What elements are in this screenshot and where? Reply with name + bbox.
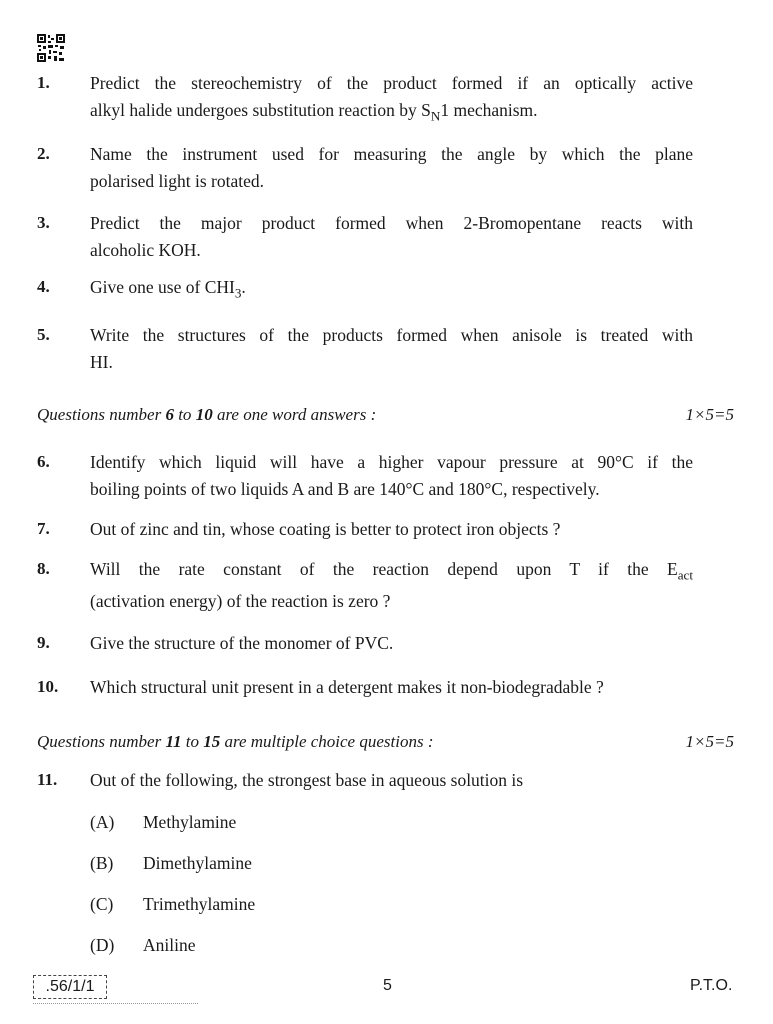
text-run: 11 [165, 732, 182, 751]
question-text [90, 70, 693, 124]
text-run: to [173, 405, 196, 424]
question-number: 1. [37, 73, 50, 92]
question-text [90, 274, 693, 301]
subscript: act [677, 567, 693, 583]
question-text [90, 141, 693, 195]
question-number: 7. [37, 519, 50, 538]
text-run: are multiple choice questions : [220, 732, 434, 751]
option-label: (C) [90, 894, 114, 914]
question-line: alcoholic KOH. [90, 240, 201, 260]
text-run: Will the rate constant of the reaction depend upon T if the E [90, 559, 678, 579]
option-text: Methylamine [143, 812, 237, 832]
please-turn-over: P.T.O. [690, 977, 733, 994]
question-line [90, 553, 693, 585]
question-line: Predict the stereochemistry of the product formed if an optically active [90, 73, 693, 93]
question-line: (activation energy) of the reaction is zero ? [90, 591, 391, 611]
question-number: 4. [37, 277, 50, 296]
question-line: polarised light is rotated. [90, 171, 264, 191]
option-label: (A) [90, 812, 115, 832]
subscript: N [430, 108, 441, 124]
question-number: 5. [37, 325, 50, 344]
question-number: 9. [37, 633, 50, 652]
qr-code-icon [37, 34, 65, 62]
question-number: 10. [37, 677, 59, 696]
text-run: to [181, 732, 204, 751]
question-text [90, 322, 693, 376]
text-run: 15 [203, 732, 221, 751]
question-line: Identify which liquid will have a higher vapour pressure at 90°C if the [90, 452, 693, 472]
option-label: (B) [90, 853, 114, 873]
option-text: Trimethylamine [143, 894, 256, 914]
question-number: 3. [37, 213, 50, 232]
text-run: 10 [195, 405, 213, 424]
question-text: Give the structure of the monomer of PVC. [90, 633, 394, 653]
text-run: Give one use of CHI [90, 277, 235, 297]
page-number: 5 [383, 977, 392, 994]
question-text: Out of zinc and tin, whose coating is better to protect iron objects ? [90, 519, 561, 539]
question-line [90, 97, 693, 124]
question-text [90, 553, 693, 617]
question-number: 2. [37, 144, 50, 163]
question-line: Predict the major product formed when 2-Bromopentane reacts with [90, 213, 693, 233]
subscript: 3 [234, 285, 242, 301]
text-run: 1 mechanism. [440, 100, 538, 120]
text-run: . [241, 277, 246, 297]
option-label: (D) [90, 935, 115, 955]
page-footer [0, 975, 773, 1005]
text-run: Questions number [37, 405, 166, 424]
question-text: Which structural unit present in a detergent makes it non-biodegradable ? [90, 677, 604, 697]
section-heading-one-word [37, 405, 734, 425]
question-line: boiling points of two liquids A and B are 140°C and 180°C, respectively. [90, 479, 600, 499]
question-line: Name the instrument used for measuring the angle by which the plane [90, 144, 693, 164]
text-run: alkyl halide undergoes substitution reaction by S [90, 100, 431, 120]
question-line: Write the structures of the products formed when anisole is treated with [90, 325, 693, 345]
question-text: Out of the following, the strongest base in aqueous solution is [90, 770, 524, 790]
question-line: HI. [90, 352, 113, 372]
question-text [90, 210, 693, 264]
dotted-divider [33, 1003, 198, 1004]
question-number: 8. [37, 559, 50, 578]
text-run: 6 [165, 405, 174, 424]
section-heading-mcq [37, 732, 734, 752]
question-number: 6. [37, 452, 50, 471]
option-text: Dimethylamine [143, 853, 252, 873]
section-marks: 1×5=5 [685, 405, 734, 424]
option-text: Aniline [143, 935, 196, 955]
paper-code: .56/1/1 [33, 975, 107, 999]
question-text [90, 449, 693, 503]
text-run: are one word answers : [212, 405, 377, 424]
text-run: Questions number [37, 732, 166, 751]
section-marks: 1×5=5 [685, 732, 734, 751]
question-number: 11. [37, 770, 58, 789]
